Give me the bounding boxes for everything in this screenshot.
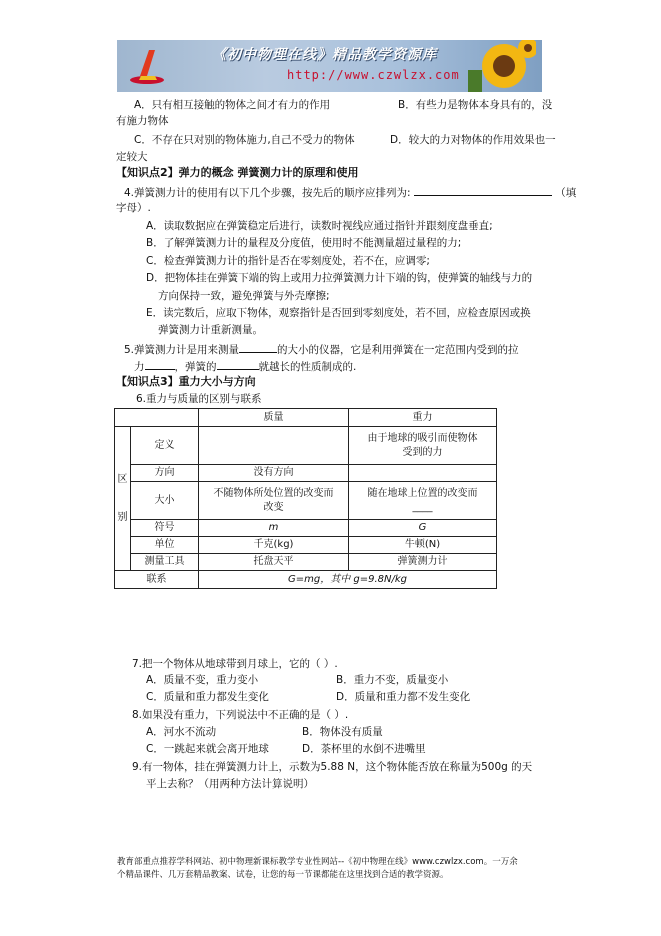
table-row bbox=[115, 554, 497, 571]
q8-option-d[interactable]: D．茶杯里的水倒不进嘴里 bbox=[302, 743, 426, 755]
q4-stem-text: 4.弹簧测力计的使用有以下几个步骤，按先后的顺序应排列为: bbox=[124, 187, 411, 199]
q8-option-b[interactable]: B．物体没有质量 bbox=[302, 726, 383, 738]
cell-gravity-unit: 牛顿(N) bbox=[349, 537, 497, 554]
table-corner-cell bbox=[115, 409, 199, 427]
table-row-link bbox=[115, 571, 497, 589]
q7-option-a[interactable]: A．质量不变，重力变小 bbox=[146, 674, 259, 686]
cell-gravity-size bbox=[349, 482, 497, 520]
q9-line-2: 平上去称？（用两种方法计算说明） bbox=[146, 778, 314, 790]
q4-step-a: A．读取数据应在弹簧稳定后进行，读数时视线应通过指针并跟刻度盘垂直; bbox=[146, 220, 493, 232]
q4-fill-label: （填 bbox=[555, 187, 577, 199]
cell-mass-symbol: m bbox=[199, 520, 349, 537]
row-label-tool: 测量工具 bbox=[131, 554, 199, 571]
q8-option-c[interactable]: C．一跳起来就会离开地球 bbox=[146, 743, 269, 755]
kp2-label: 【知识点2】 bbox=[116, 166, 179, 179]
table-row bbox=[115, 482, 497, 520]
column-header-mass: 质量 bbox=[199, 409, 349, 427]
q5-part-5: 就越长的性质制成的. bbox=[258, 361, 357, 373]
table-header-row bbox=[115, 409, 497, 427]
cell-gravity-direction[interactable] bbox=[349, 465, 497, 482]
q7-option-d[interactable]: D．质量和重力都不发生变化 bbox=[336, 691, 471, 703]
group-label-1: 区 bbox=[117, 473, 128, 485]
q5-part-4: ，弹簧的 bbox=[174, 361, 217, 373]
cell-mass-direction: 没有方向 bbox=[199, 465, 349, 482]
q3-option-d: D．较大的力对物体的作用效果也一 bbox=[390, 134, 556, 146]
q4-step-e-cont: 弹簧测力计重新测量。 bbox=[158, 324, 263, 336]
table-row bbox=[115, 465, 497, 482]
banner-title: 《初中物理在线》精品教学资源库 bbox=[212, 47, 437, 63]
q4-stem-cont: 字母）. bbox=[116, 202, 151, 214]
cell-mass-tool: 托盘天平 bbox=[199, 554, 349, 571]
sunflower-icon bbox=[466, 40, 536, 92]
footer-line-2: 个精品课件、几万套精品教案、试卷，让您的每一节课都能在这里找到合适的教学资源。 bbox=[117, 870, 449, 880]
column-header-gravity: 重力 bbox=[349, 409, 497, 427]
header-banner bbox=[117, 40, 542, 92]
group-label-cell bbox=[115, 427, 131, 571]
q5-blank-1[interactable] bbox=[239, 341, 277, 353]
row-label-symbol: 符号 bbox=[131, 520, 199, 537]
kp2-title: 弹力的概念 弹簧测力计的原理和使用 bbox=[178, 166, 359, 179]
q4-answer-blank[interactable] bbox=[414, 184, 552, 196]
q3-option-d-cont: 定较大 bbox=[116, 151, 148, 163]
cell-gravity-tool: 弹簧测力计 bbox=[349, 554, 497, 571]
q8-option-a[interactable]: A．河水不流动 bbox=[146, 726, 217, 738]
footer-line-1: 教育部重点推荐学科网站、初中物理新课标教学专业性网站--《初中物理在线》www.czwlzx.com。一万余 bbox=[117, 857, 518, 867]
q5-part-2: 的大小的仪器，它是利用弹簧在一定范围内受到的拉 bbox=[277, 344, 519, 356]
gravity-definition-line-1: 由于地球的吸引而使物体 bbox=[367, 432, 478, 444]
q7-option-c[interactable]: C．质量和重力都发生变化 bbox=[146, 691, 269, 703]
q4-step-b: B．了解弹簧测力计的量程及分度值，使用时不能测量超过量程的力; bbox=[146, 237, 462, 249]
table-row bbox=[115, 427, 497, 465]
mass-size-line-1: 不随物体所处位置的改变而 bbox=[213, 487, 334, 499]
q5-blank-3[interactable] bbox=[217, 358, 259, 370]
cell-mass-definition[interactable] bbox=[199, 427, 349, 465]
mass-gravity-table bbox=[114, 408, 497, 589]
group-label-2: 别 bbox=[117, 511, 128, 523]
q3-option-b-cont: 有施力物体 bbox=[116, 115, 169, 127]
kp3-title: 重力大小与方向 bbox=[178, 375, 256, 388]
cell-link-value: G=mg，其中 g=9.8N/kg bbox=[199, 571, 497, 589]
q5-line-2 bbox=[134, 358, 356, 374]
q7-option-b[interactable]: B．重力不变，质量变小 bbox=[336, 674, 449, 686]
table-row bbox=[115, 537, 497, 554]
row-label-size: 大小 bbox=[131, 482, 199, 520]
banner-url[interactable]: http://www.czwlzx.com bbox=[287, 68, 460, 82]
q7-stem: 7.把一个物体从地球带到月球上，它的（ ）. bbox=[132, 658, 338, 670]
q3-option-a: A．只有相互接触的物体之间才有力的作用 bbox=[134, 99, 331, 111]
gravity-size-line-1: 随在地球上位置的改变而 bbox=[367, 487, 478, 499]
row-label-link: 联系 bbox=[115, 571, 199, 589]
cell-gravity-definition bbox=[349, 427, 497, 465]
q5-blank-2[interactable] bbox=[145, 358, 175, 370]
q9-line-1: 9.有一物体，挂在弹簧测力计上，示数为5.88 N，这个物体能否放在称量为500g 的天 bbox=[132, 761, 533, 773]
q8-stem: 8.如果没有重力，下列说法中不正确的是（ ）. bbox=[132, 709, 349, 721]
cell-mass-unit: 千克(kg) bbox=[199, 537, 349, 554]
cell-gravity-symbol: G bbox=[349, 520, 497, 537]
q6-stem: 6.重力与质量的区别与联系 bbox=[136, 393, 262, 405]
q3-option-b: B．有些力是物体本身具有的，没 bbox=[398, 99, 553, 111]
row-label-direction: 方向 bbox=[131, 465, 199, 482]
knowledge-point-2-heading bbox=[116, 166, 359, 180]
q4-step-c: C．检查弹簧测力计的指针是否在零刻度处，若不在，应调零; bbox=[146, 255, 430, 267]
site-logo-icon bbox=[127, 46, 167, 86]
knowledge-point-3-heading bbox=[116, 375, 256, 389]
table-row bbox=[115, 520, 497, 537]
q4-stem bbox=[124, 184, 576, 200]
q5-line-1 bbox=[124, 341, 519, 357]
q4-step-d-cont: 方向保持一致，避免弹簧与外壳摩擦; bbox=[158, 290, 330, 302]
mass-size-line-2: 改变 bbox=[263, 501, 284, 513]
gravity-size-blank[interactable]: ____ bbox=[412, 501, 433, 513]
q5-part-3: 力 bbox=[134, 361, 145, 373]
cell-mass-size bbox=[199, 482, 349, 520]
kp3-label: 【知识点3】 bbox=[116, 375, 179, 388]
q4-step-d: D．把物体挂在弹簧下端的钩上或用力拉弹簧测力计下端的钩，使弹簧的轴线与力的 bbox=[146, 272, 533, 284]
q4-step-e: E．读完数后，应取下物体，观察指针是否回到零刻度处，若不回，应检查原因或换 bbox=[146, 307, 531, 319]
q3-option-c: C．不存在只对别的物体施力,自己不受力的物体 bbox=[134, 134, 355, 146]
row-label-definition: 定义 bbox=[131, 427, 199, 465]
gravity-definition-line-2: 受到的力 bbox=[402, 446, 443, 458]
q5-part-1: 5.弹簧测力计是用来测量 bbox=[124, 344, 240, 356]
row-label-unit: 单位 bbox=[131, 537, 199, 554]
